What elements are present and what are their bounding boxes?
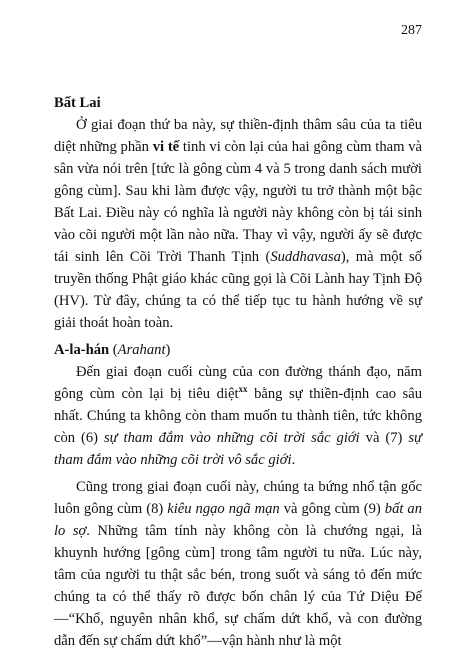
bold-term: vi tế xyxy=(152,139,180,155)
section-continuation xyxy=(54,476,422,652)
italic-term: sự tham đắm vào những cõi trời sắc giới xyxy=(103,430,360,446)
text-run: bằng sự thiền-định cao sâu nhất. Chúng ta không còn tham muốn tu thành tiên, tức không còn (6) xyxy=(54,386,423,446)
text-run: ), mà một số truyền thống Phật giáo khác cũng gọi là Cõi Lành hay Tịnh Độ (HV). Từ đây, chúng ta có thể tiếp tục tu hành hướng về sự giải thoát hoàn toàn. xyxy=(54,249,422,331)
text-run: và gông cùm (9) xyxy=(279,501,385,517)
text-run: . Những tâm tính này không còn là chướng ngại, là khuynh hướng [gông cùm] trong tâm người tu nữa. Lúc này, tâm của người tu thật sắc bén, trong suốt và sáng tỏ đến mức chúng ta có thể thấy rõ được bốn chân lý của Tứ Diệu Đế—“Khổ, nguyên nhân khổ, sự chấm dứt khổ, và con đường dẫn đến sự chấm dứt khổ”—vận hành như là một xyxy=(54,523,422,649)
section-paragraph xyxy=(54,476,422,652)
text-run: Đến giai đoạn cuối cùng của con đường thánh đạo, năm gông cùm còn lại bị tiêu diệt xyxy=(54,364,422,402)
heading-suffix: Arahant xyxy=(117,342,166,358)
italic-term: kiêu ngạo ngã mạn xyxy=(167,501,280,517)
endnote-marker: xx xyxy=(238,384,248,395)
italic-term: sự tham đắm vào những cõi trời vô sắc giới xyxy=(54,430,422,468)
italic-term: bất an lo sợ xyxy=(54,501,422,539)
text-run: . xyxy=(291,452,296,468)
section-paragraph xyxy=(54,361,422,471)
page-number: 287 xyxy=(401,23,422,38)
section-a-la-han xyxy=(54,339,422,471)
text-run: tinh vi còn lại của hai gông cùm tham và sân vừa nói trên [tức là gông cùm 4 và 5 trong danh sách mười gông cùm]. Sau khi làm được vậy, người tu trở thành một bậc Bất Lai. Điều này có nghĩa là người này không còn bị tái sinh vào cõi người một lần nào nữa. Thay vì vậy, người ấy sẽ được tái sinh lên Cõi Trời Thanh Tịnh ( xyxy=(54,139,422,265)
text-run: Ở giai đoạn thứ ba này, sự thiền-định thâm sâu của ta tiêu diệt những phần xyxy=(54,117,422,155)
text-run: Cũng trong giai đoạn cuối này, chúng ta bứng nhổ tận gốc luôn gông cùm (8) xyxy=(54,479,422,517)
heading-text: Bất Lai xyxy=(54,95,101,111)
section-paragraph xyxy=(54,114,422,334)
heading-text: A-la-hán xyxy=(54,342,110,358)
section-bat-lai xyxy=(54,92,422,334)
section-heading: A-la-hán (Arahant) xyxy=(54,342,171,358)
section-heading xyxy=(54,92,422,114)
italic-term: Suddhavasa xyxy=(270,249,341,265)
text-run: và (7) xyxy=(359,430,409,446)
